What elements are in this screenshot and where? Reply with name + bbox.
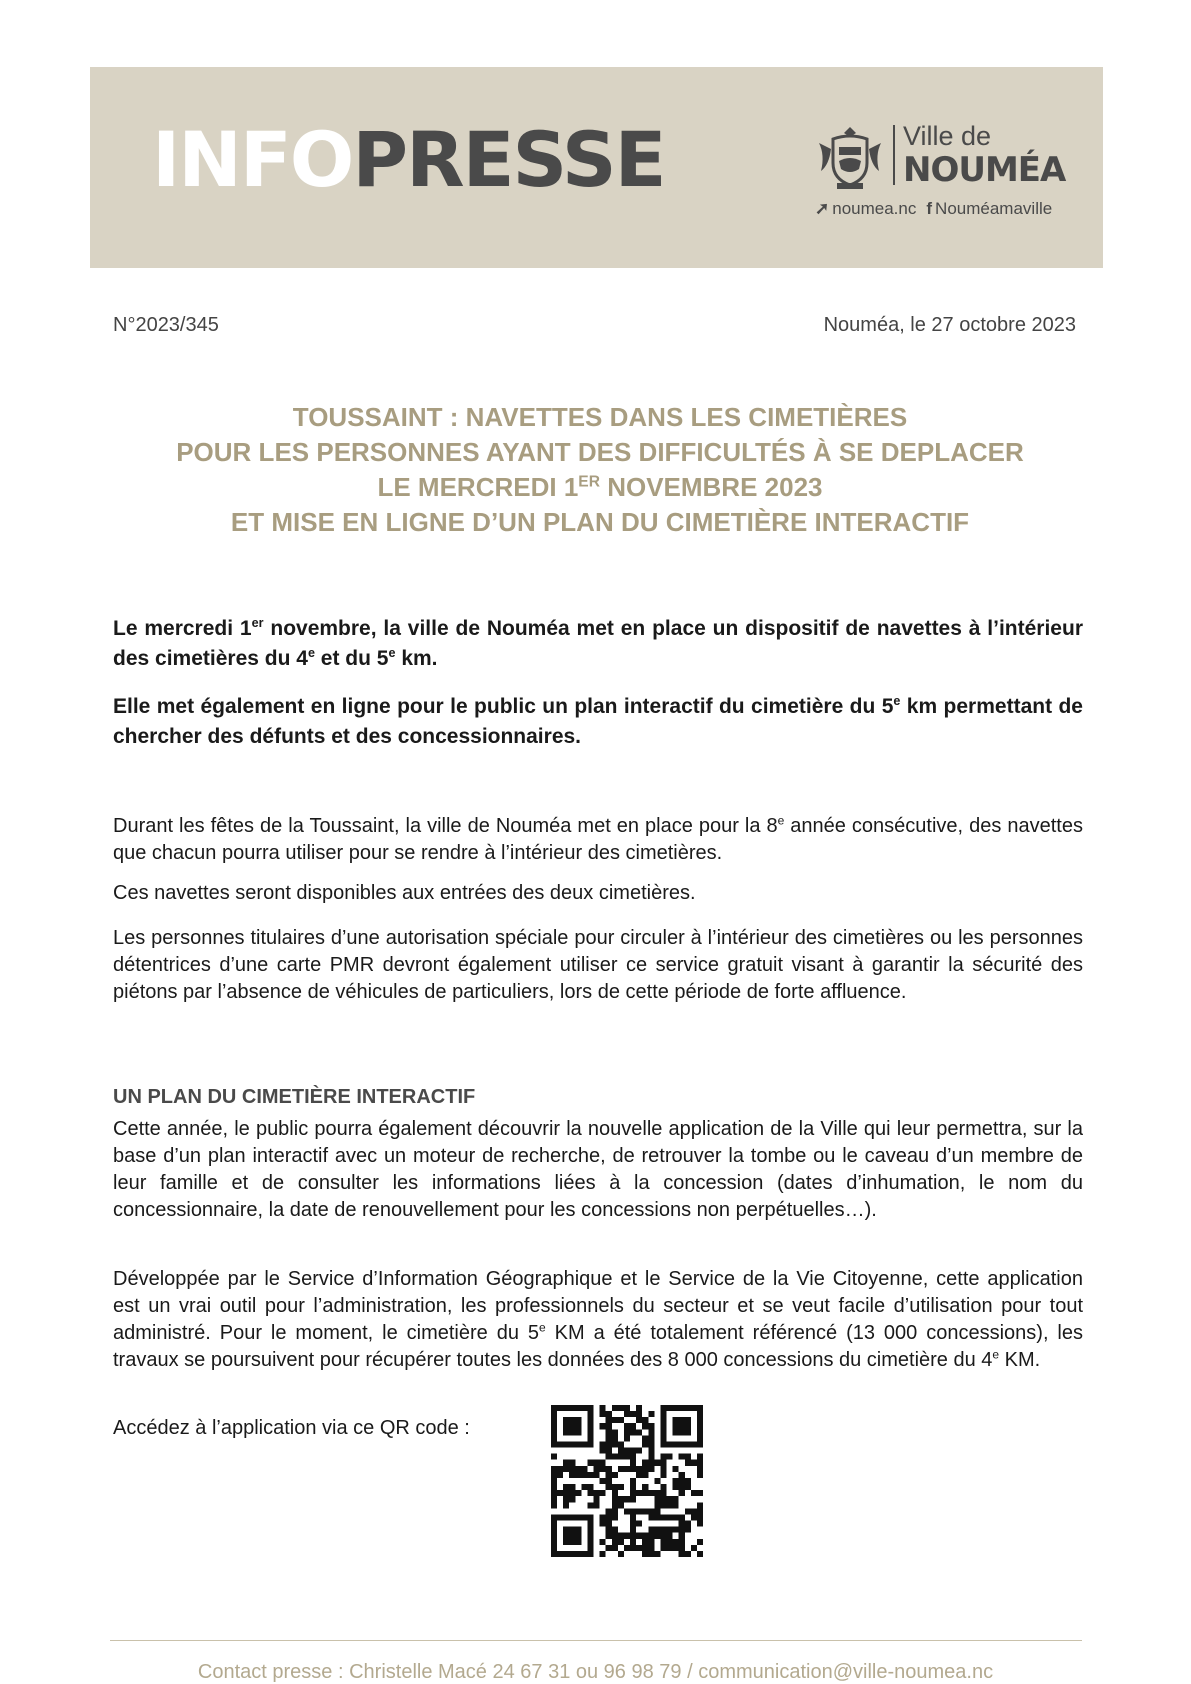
title-line-1: TOUSSAINT : NAVETTES DANS LES CIMETIÈRES — [292, 402, 908, 432]
page-title — [100, 400, 1100, 540]
lead-paragraph-1: Le mercredi 1er novembre, la ville de Nouméa met en place un dispositif de navettes à l’intérieur des cimetières du 4e et du 5e km. — [113, 616, 1083, 670]
facebook-link[interactable]: Nouméamaville — [935, 199, 1053, 218]
title-line-3: LE MERCREDI 1ER NOVEMBRE 2023 — [377, 472, 823, 502]
facebook-icon: f — [926, 199, 933, 218]
noumea-label: NOUMÉA — [903, 150, 1066, 190]
logo-word-presse: PRESSE — [352, 115, 665, 204]
title-line-2: POUR LES PERSONNES AYANT DES DIFFICULTÉS À SE DEPLACER — [176, 437, 1024, 467]
body-paragraph-1: Durant les fêtes de la Toussaint, la ville de Nouméa met en place pour la 8e année consécutive, des navettes que chacun pourra utiliser pour se rendre à l’intérieur des cimetières. — [113, 813, 1083, 864]
logo-word-info: INFO — [152, 115, 353, 204]
press-release-number: N°2023/345 — [113, 314, 219, 336]
body-paragraph-5: Développée par le Service d’Information Géographique et le Service de la Vie Citoyenne, cette application est un vrai outil pour l’administration, les professionnels du secteur et se veut facile d’utilisation pour tout administré. Pour le moment, le cimetière du 5e KM a été totalement référencé (13 000 concessions), les travaux se poursuivent pour récupérer toutes les données des 8 000 concessions du cimetière du 4e KM. — [113, 1268, 1083, 1371]
body-paragraph-2: Ces navettes seront disponibles aux entrées des deux cimetières. — [113, 882, 696, 904]
title-line-4: ET MISE EN LIGNE D’UN PLAN DU CIMETIÈRE INTERACTIF — [230, 507, 970, 537]
arrow-cursor-icon: ➚ — [815, 199, 830, 218]
qr-code[interactable] — [551, 1405, 703, 1557]
press-release-date: Nouméa, le 27 octobre 2023 — [823, 314, 1076, 336]
body-paragraph-4: Cette année, le public pourra également découvrir la nouvelle application de la Ville qui leur permettra, sur la base d’un plan interactif avec un moteur de recherche, de retrouver la tombe ou le caveau d’un membre de leur famille et de consulter les informations liées à la concession (dates d’inhumation, le nom du concessionnaire, la date de renouvellement pour les concessions non perpétuelles…). — [113, 1118, 1083, 1221]
header-banner — [90, 67, 1103, 268]
website-link[interactable]: noumea.nc — [832, 199, 917, 218]
section-heading: UN PLAN DU CIMETIÈRE INTERACTIF — [113, 1086, 476, 1108]
press-contact-footer: Contact presse : Christelle Macé 24 67 31 ou 96 98 79 / communication@ville-noumea.nc — [197, 1661, 994, 1683]
ville-de-label: Ville de — [903, 121, 992, 151]
body-paragraph-3: Les personnes titulaires d’une autorisation spéciale pour circuler à l’intérieur des cimetières ou les personnes détentrices d’une carte PMR devront également utiliser ce service gratuit visant à garantir la sécurité des piétons par l’absence de véhicules de particuliers, lors de cette période de forte affluence. — [113, 927, 1083, 1003]
city-crest-icon — [815, 125, 885, 191]
footer-divider — [110, 1640, 1082, 1641]
infopresse-logo — [152, 115, 665, 204]
ville-de-noumea-logo — [815, 117, 1066, 218]
lead-paragraph-2: Elle met également en ligne pour le public un plan interactif du cimetière du 5e km permettant de chercher des défunts et des concessionnaires. — [113, 694, 1083, 748]
qr-code-caption: Accédez à l’application via ce QR code : — [113, 1417, 470, 1439]
web-links-row — [815, 199, 1052, 219]
logo-divider — [893, 125, 895, 185]
